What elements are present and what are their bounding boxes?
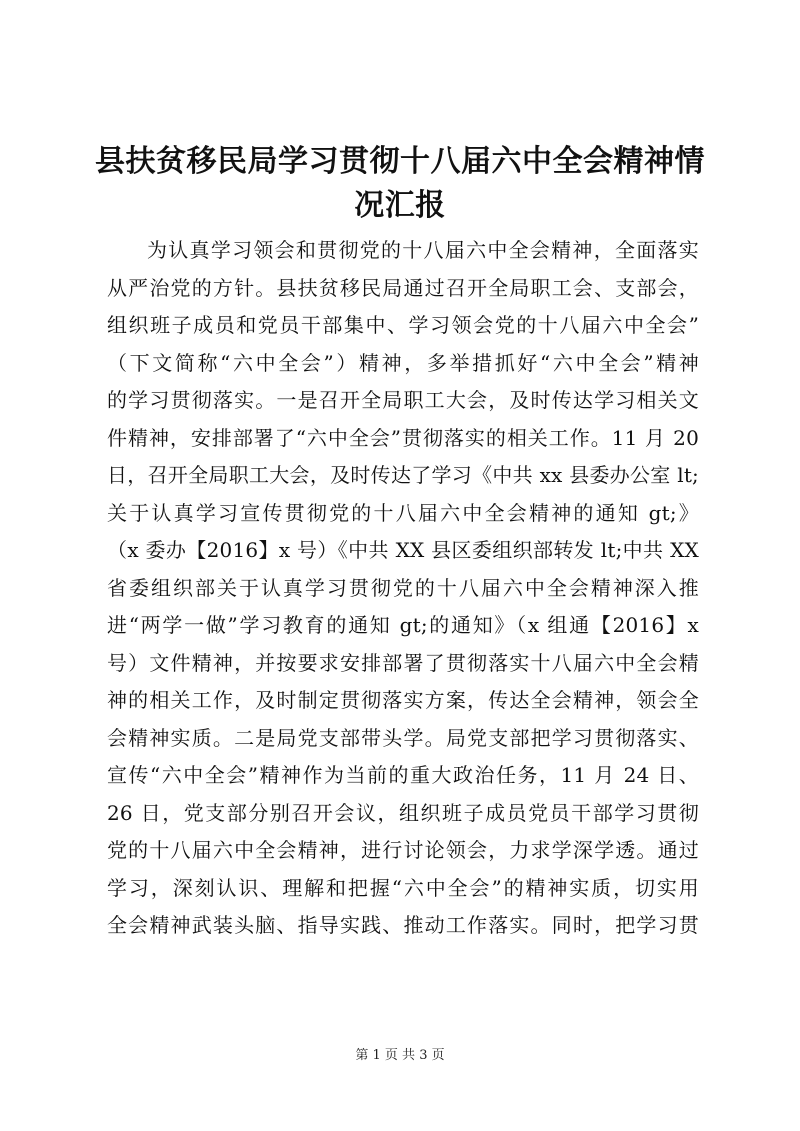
paragraph-line: 为认真学习领会和贯彻党的十八届六中全会精神，全面落实 — [147, 238, 699, 262]
paragraph-line: 的学习贯彻落实。一是召开全局职工大会，及时传达学习相关文 — [107, 388, 699, 412]
paragraph-line: （下文简称“六中全会”）精神，多举措抓好“六中全会”精神 — [107, 350, 699, 375]
paragraph-line: 关于认真学习宣传贯彻党的十八届六中全会精神的通知 gt;》 — [107, 500, 699, 525]
page-number-footer: 第 1 页 共 3 页 — [355, 1048, 445, 1063]
paragraph-line: 组织班子成员和党员干部集中、学习领会党的十八届六中全会” — [107, 313, 699, 337]
paragraph-line: 件精神，安排部署了“六中全会”贯彻落实的相关工作。11 月 20 — [107, 425, 699, 450]
paragraph-line: 全会精神武装头脑、指导实践、推动工作落实。同时，把学习贯 — [107, 913, 699, 937]
paragraph-line: 26 日，党支部分别召开会议，组织班子成员党员干部学习贯彻 — [107, 800, 699, 825]
body-paragraph — [107, 232, 699, 945]
document-title — [95, 140, 705, 228]
paragraph-line: 会精神实质。二是局党支部带头学。局党支部把学习贯彻落实、 — [107, 725, 699, 750]
paragraph-line: 省委组织部关于认真学习贯彻党的十八届六中全会精神深入推 — [107, 575, 699, 600]
paragraph-line: 从严治党的方针。县扶贫移民局通过召开全局职工会、支部会， — [107, 275, 699, 300]
paragraph-line: 神的相关工作，及时制定贯彻落实方案，传达全会精神，领会全 — [107, 688, 699, 712]
paragraph-line: 日，召开全局职工大会，及时传达了学习《中共 xx 县委办公室 lt; — [107, 463, 699, 487]
paragraph-line: （x 委办【2016】x 号）《中共 XX 县区委组织部转发 lt;中共 XX — [107, 538, 699, 562]
paragraph-line: 宣传“六中全会”精神作为当前的重大政治任务，11 月 24 日、 — [107, 763, 699, 787]
paragraph-line: 号）文件精神，并按要求安排部署了贯彻落实十八届六中全会精 — [107, 650, 699, 675]
paragraph-line: 学习，深刻认识、理解和把握“六中全会”的精神实质，切实用 — [107, 875, 699, 900]
paragraph-line: 进“两学一做”学习教育的通知 gt;的通知》（x 组通【2016】x — [107, 613, 699, 637]
paragraph-line: 党的十八届六中全会精神，进行讨论领会，力求学深学透。通过 — [107, 838, 699, 862]
title-line-1: 县扶贫移民局学习贯彻十八届六中全会精神情 — [95, 144, 705, 179]
title-line-2: 况汇报 — [354, 188, 446, 223]
